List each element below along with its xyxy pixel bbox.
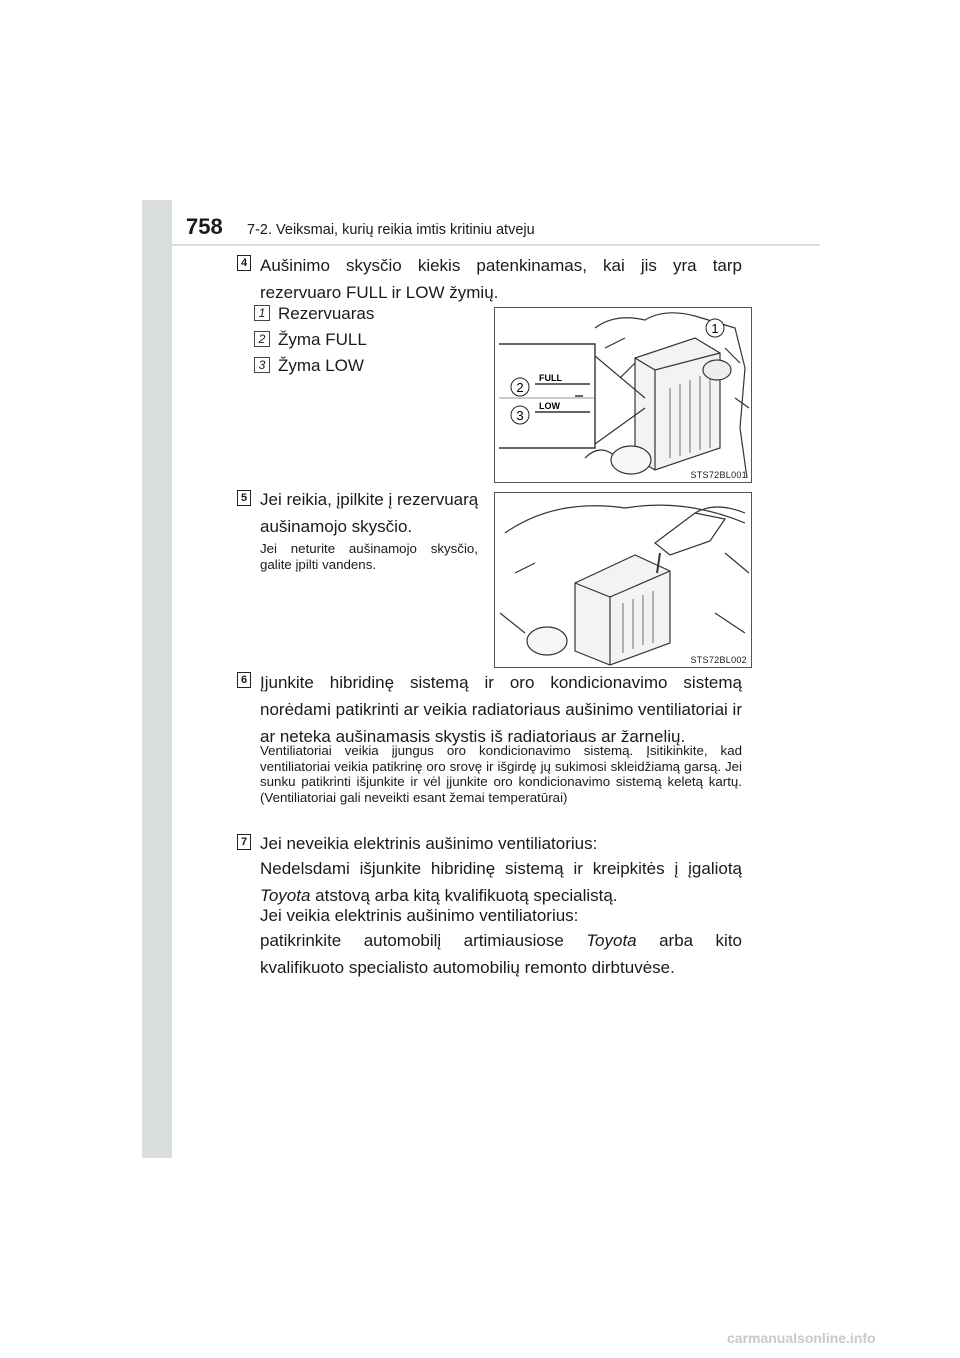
step6-text: Įjunkite hibridinę sistemą ir oro kondicionavimo sistemą norėdami patikrinti ar veikia radiatoriaus aušinimo ventiliatoriai ir ar neteka aušinamasis skystis iš radiatoriaus ar žarnelių. <box>260 673 742 746</box>
mark-full-label: FULL <box>539 373 562 383</box>
step5-note: Jei neturite aušinamojo skysčio, galite įpilti vandens. <box>260 541 478 572</box>
callout-1: 1 <box>711 321 719 336</box>
callout-3: 3 <box>516 408 524 423</box>
brand-name-2: Toyota <box>586 931 637 950</box>
item-number-1: 1 <box>254 305 270 321</box>
figure-reservoir <box>494 307 752 483</box>
figure-refill <box>494 492 752 668</box>
step7-paragraph1 <box>260 855 742 909</box>
mark-low-label: LOW <box>539 401 560 411</box>
step7-line2: Jei veikia elektrinis aušinimo ventiliatorius: <box>260 906 579 925</box>
step-badge-4: 4 <box>237 255 251 271</box>
item-label-reservoir: Rezervuaras <box>278 304 375 323</box>
step5-text: Jei reikia, įpilkite į rezervuarą aušinamojo skysčio. <box>260 490 479 536</box>
header-rule <box>172 244 820 246</box>
callout-2: 2 <box>516 380 524 395</box>
item-number-2: 2 <box>254 331 270 347</box>
item-label-full: Žyma FULL <box>278 330 367 349</box>
watermark: carmanualsonline.info <box>727 1330 876 1346</box>
item-number-3: 3 <box>254 357 270 373</box>
step-badge-7: 7 <box>237 834 251 850</box>
chapter-title: 7-2. Veiksmai, kurių reikia imtis kritiniu atveju <box>247 222 535 238</box>
step7-p1-pre: Nedelsdami išjunkite hibridinę sistemą ir kreipkitės į įgaliotą <box>260 859 742 878</box>
figure-code-2: STS72BL002 <box>690 655 747 665</box>
refill-illustration <box>495 493 751 667</box>
page-number: 758 <box>186 214 223 239</box>
step-badge-6: 6 <box>237 672 251 688</box>
step7-p2-pre: patikrinkite automobilį artimiausiose <box>260 931 587 950</box>
step7-p1-post: atstovą arba kitą kvalifikuotą specialistą. <box>310 886 618 905</box>
reservoir-illustration <box>495 308 751 482</box>
figure-code-1: STS72BL001 <box>690 470 747 480</box>
item-label-low: Žyma LOW <box>278 356 364 375</box>
step7-line1: Jei neveikia elektrinis aušinimo ventiliatorius: <box>260 834 598 853</box>
step4-text: Aušinimo skysčio kiekis patenkinamas, kai jis yra tarp rezervuaro FULL ir LOW žymių. <box>260 256 742 302</box>
step7-p2-post: arba kito kvalifikuoto specialisto automobilių remonto dirbtuvėse. <box>260 931 742 977</box>
step7-paragraph2 <box>260 927 742 981</box>
side-bar <box>142 200 172 1158</box>
step-badge-5: 5 <box>237 490 251 506</box>
brand-name: Toyota <box>260 886 311 905</box>
step6-note: Ventiliatoriai veikia įjungus oro kondicionavimo sistemą. Įsitikinkite, kad ventiliatoriai veikia patikrinę oro srovę ir išgirdę jų sukimosi skleidžiamą garsą. Jei sunku patikrinti išjunkite ir vėl įjunkite oro kondicionavimo sistemą keletą kartų. (Ventiliatoriai gali neveikti esant žemai temperatūrai) <box>260 743 742 805</box>
